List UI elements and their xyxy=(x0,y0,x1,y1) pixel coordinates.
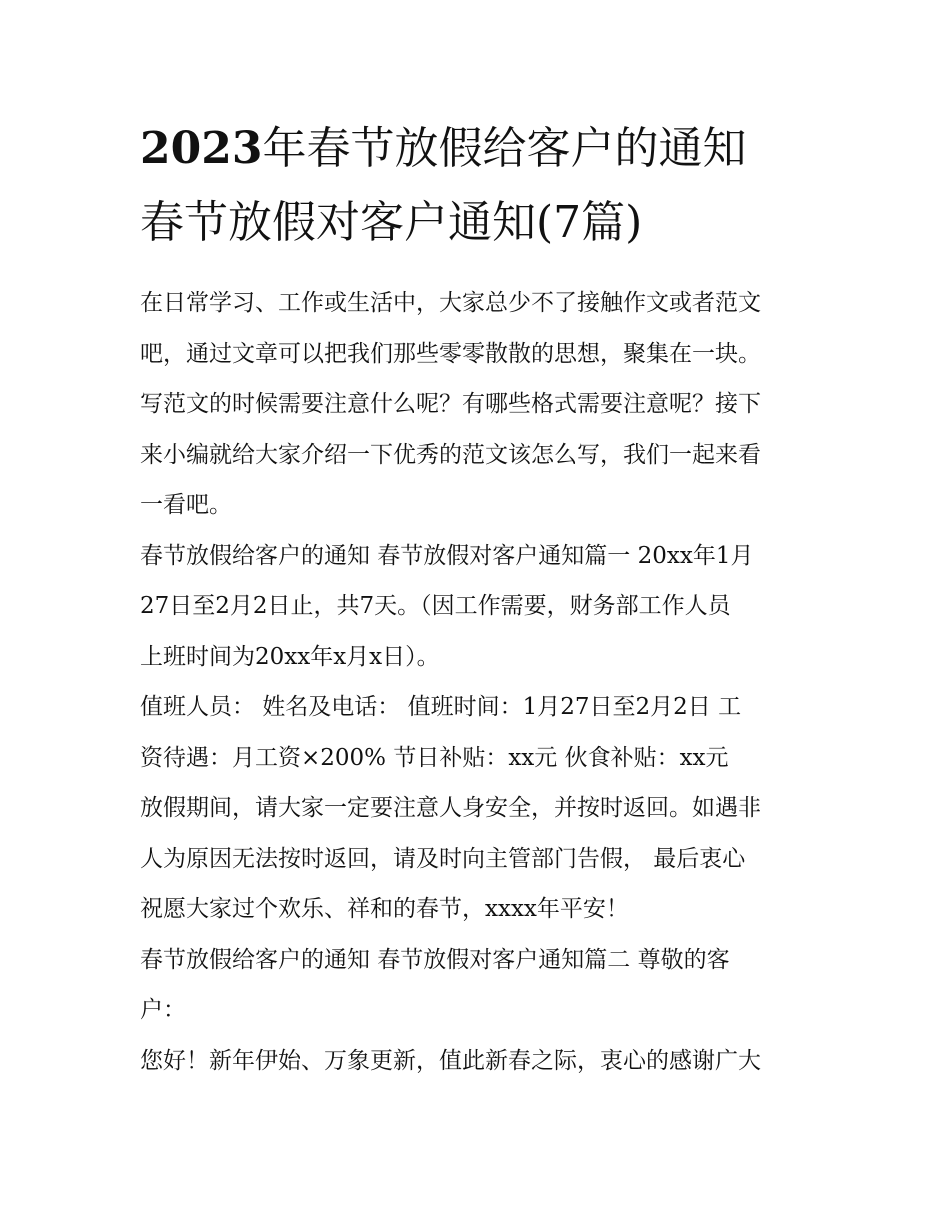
text-line: 祝愿大家过个欢乐、祥和的春节，xxxx年平安！ xyxy=(140,896,629,922)
text-line: 户： xyxy=(140,997,186,1023)
text-line: 春节放假给客户的通知 春节放假对客户通知篇一 20xx年1月 xyxy=(140,542,754,569)
paragraph-safety xyxy=(140,783,820,935)
paragraph-notice-2 xyxy=(140,935,820,1036)
text-line: 写范文的时候需要注意什么呢？有哪些格式需要注意呢？接下 xyxy=(140,391,761,417)
text-line: 27日至2月2日止，共7天。（因工作需要，财务部工作人员 xyxy=(140,593,731,619)
text-line: 人为原因无法按时返回，请及时向主管部门告假， 最后衷心 xyxy=(140,845,746,872)
title-year: 2023 xyxy=(140,123,263,174)
title-line-2: 春节放假对客户通知(7篇) xyxy=(140,197,643,248)
text-line: 放假期间，请大家一定要注意人身安全，并按时返回。如遇非 xyxy=(140,795,761,821)
paragraph-duty xyxy=(140,682,820,783)
text-line: 上班时间为20xx年x月x日）。 xyxy=(140,643,440,670)
text-line: 来小编就给大家介绍一下优秀的范文该怎么写，我们一起来看 xyxy=(140,441,761,468)
paragraph-greeting xyxy=(140,1036,820,1087)
text-line: 资待遇：月工资×200% 节日补贴：xx元 伙食补贴：xx元 xyxy=(140,744,729,771)
text-line: 在日常学习、工作或生活中，大家总少不了接触作文或者范文 xyxy=(140,290,761,316)
document-body xyxy=(140,278,820,1086)
text-line: 春节放假给客户的通知 春节放假对客户通知篇二 尊敬的客 xyxy=(140,946,730,973)
text-line: 您好！新年伊始、万象更新，值此新春之际，衷心的感谢广大 xyxy=(140,1047,761,1074)
paragraph-intro xyxy=(140,278,820,531)
text-line: 值班人员： 姓名及电话： 值班时间：1月27日至2月2日 工 xyxy=(140,694,742,720)
document-title xyxy=(140,112,830,260)
text-line: 一看吧。 xyxy=(140,492,232,518)
text-line: 吧，通过文章可以把我们那些零零散散的思想，聚集在一块。 xyxy=(140,340,761,367)
title-line-1: 2023年春节放假给客户的通知 xyxy=(140,123,747,174)
paragraph-notice-1 xyxy=(140,531,820,683)
